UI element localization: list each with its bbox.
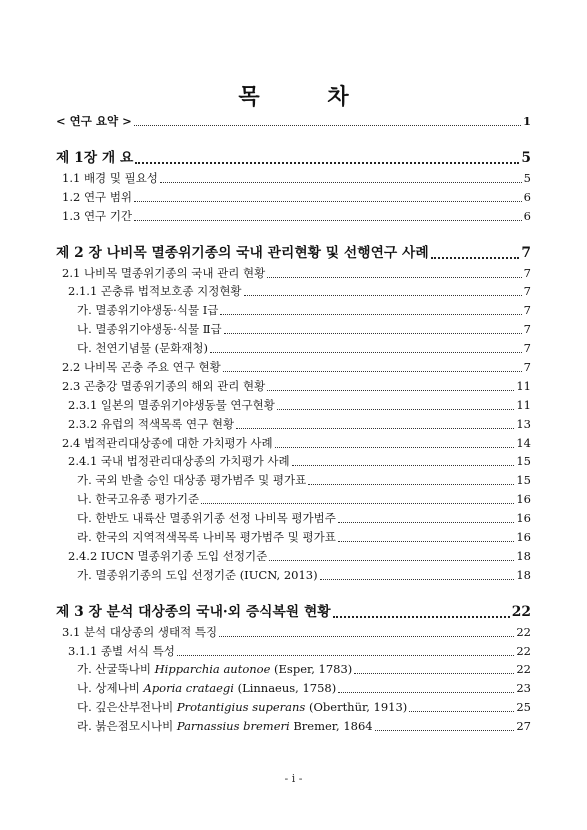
- toc-entry[interactable]: [56, 566, 531, 585]
- toc-entry-label: [77, 679, 336, 698]
- toc-page-number: 6: [523, 208, 531, 223]
- toc-page-number: 22: [516, 624, 531, 639]
- toc-entry-label-prefix: 라. 붉은점모시나비: [77, 719, 177, 734]
- toc-entry[interactable]: [56, 282, 531, 301]
- toc-page-number: 5: [523, 170, 531, 185]
- toc-entry[interactable]: [56, 396, 531, 415]
- toc-entry[interactable]: [56, 264, 531, 283]
- toc-leader-dots: [201, 503, 514, 504]
- toc-page-number: 18: [516, 567, 531, 582]
- toc-entry-label-suffix: (Oberthür, 1913): [305, 700, 408, 715]
- toc-page-number: 22: [516, 643, 531, 658]
- toc-entry[interactable]: [56, 452, 531, 471]
- toc-page-number: 7: [523, 360, 531, 375]
- toc-spacer: [56, 131, 531, 147]
- toc-leader-dots: [219, 636, 514, 637]
- toc-entry-label: 2.1 나비목 멸종위기종의 국내 관리 현황: [62, 265, 266, 280]
- toc-leader-dots: [320, 579, 515, 580]
- toc-chapter-entry[interactable]: [56, 147, 531, 169]
- toc-entry-label: 1.2 연구 범위: [62, 189, 133, 204]
- toc-entry-label-suffix: Bremer, 1864: [289, 719, 373, 734]
- toc-page-number: 27: [516, 719, 531, 734]
- toc-entry[interactable]: [56, 358, 531, 377]
- toc-leader-dots: [308, 484, 514, 485]
- toc-entry-label: 제 1장 개 요: [56, 149, 134, 166]
- toc-page-number: 7: [523, 322, 531, 337]
- toc-entry-label-suffix: (Linnaeus, 1758): [233, 681, 337, 696]
- toc-leader-dots: [177, 655, 514, 656]
- toc-leader-dots: [135, 162, 519, 164]
- toc-page-number: 15: [516, 454, 531, 469]
- toc-chapter-entry[interactable]: [56, 242, 531, 264]
- toc-page-number: 7: [523, 265, 531, 280]
- toc-entry[interactable]: [56, 339, 531, 358]
- toc-leader-dots: [269, 560, 514, 561]
- toc-page-number: 16: [516, 511, 531, 526]
- toc-entry-label: 가. 국외 반출 승인 대상종 평가범주 및 평가표: [77, 473, 307, 488]
- toc-entry-label: 1.3 연구 기간: [62, 208, 133, 223]
- toc-entry-label-suffix: (Esper, 1783): [270, 662, 353, 677]
- toc-leader-dots: [160, 182, 522, 183]
- toc-page-number: 7: [523, 303, 531, 318]
- toc-page-number: 7: [523, 341, 531, 356]
- toc-entry[interactable]: [56, 547, 531, 566]
- toc-entry-label: 2.2 나비목 곤충 주요 연구 현황: [62, 360, 221, 375]
- toc-leader-dots: [224, 333, 522, 334]
- toc-entry-label: [77, 698, 407, 717]
- toc-page-number: 16: [516, 530, 531, 545]
- toc-entry[interactable]: [56, 698, 531, 717]
- toc-entry-label-prefix: 가. 산굴뚝나비: [77, 662, 155, 677]
- page-number: - i -: [284, 772, 303, 785]
- toc-entry-label: 2.3.1 일본의 멸종위기야생동물 연구현황: [68, 397, 275, 412]
- toc-entry-label: 1.1 배경 및 필요성: [62, 170, 158, 185]
- toc-entry[interactable]: [56, 471, 531, 490]
- toc-entry[interactable]: [56, 188, 531, 207]
- toc-leader-dots: [210, 352, 522, 353]
- toc-page-number: 16: [516, 492, 531, 507]
- toc-entry-scientific-name: Aporia crataegi: [143, 681, 234, 696]
- toc-page-number: 11: [516, 397, 531, 412]
- toc-entry[interactable]: [56, 623, 531, 642]
- toc-entry-label: 2.3.2 유럽의 적색목록 연구 현황: [68, 416, 235, 431]
- toc-entry[interactable]: [56, 679, 531, 698]
- toc-entry-label-prefix: 나. 상제나비: [77, 681, 144, 696]
- toc-leader-dots: [220, 314, 521, 315]
- toc-entry[interactable]: [56, 490, 531, 509]
- toc-page-number: 18: [516, 548, 531, 563]
- toc-leader-dots: [267, 390, 514, 391]
- toc-leader-dots: [409, 711, 514, 712]
- toc-page-number: 1: [522, 114, 531, 128]
- toc-entry[interactable]: [56, 415, 531, 434]
- toc-spacer: [56, 585, 531, 601]
- toc-page-number: 6: [523, 189, 531, 204]
- toc-leader-dots: [354, 673, 514, 674]
- toc-leader-dots: [134, 220, 522, 221]
- toc-entry-scientific-name: Protantigius superans: [176, 700, 306, 715]
- toc-entry-label: 가. 멸종위기야생동·식물 Ⅰ급: [77, 303, 219, 318]
- toc-entry-label: 2.4 법적관리대상종에 대한 가치평가 사례: [62, 435, 273, 450]
- toc-chapter-entry[interactable]: [56, 601, 531, 623]
- toc-entry[interactable]: [56, 528, 531, 547]
- toc-page-number: 7: [521, 244, 531, 261]
- toc-page-number: 13: [516, 416, 531, 431]
- toc-entry[interactable]: [56, 642, 531, 661]
- toc-entry-label: < 연구 요약 >: [56, 114, 132, 128]
- toc-entry-label: 가. 멸종위기종의 도입 선정기준 (IUCN, 2013): [77, 567, 318, 582]
- toc-spacer: [56, 226, 531, 242]
- toc-entry-label: 2.4.1 국내 법정관리대상종의 가치평가 사례: [68, 454, 290, 469]
- toc-entry-label-prefix: 다. 깊은산부전나비: [77, 700, 177, 715]
- toc-entry-label: [77, 717, 373, 736]
- table-of-contents: [56, 112, 531, 736]
- toc-page-number: 7: [523, 284, 531, 299]
- toc-leader-dots: [236, 428, 514, 429]
- toc-entry-label: 다. 한반도 내륙산 멸종위기종 선정 나비목 평가범주: [77, 511, 336, 526]
- toc-leader-dots: [275, 447, 515, 448]
- toc-entry[interactable]: [56, 301, 531, 320]
- toc-leader-dots: [277, 409, 514, 410]
- toc-entry[interactable]: [56, 112, 531, 131]
- toc-page-number: 11: [516, 378, 531, 393]
- toc-leader-dots: [338, 522, 514, 523]
- toc-entry[interactable]: [56, 169, 531, 188]
- toc-entry-label: 라. 한국의 지역적색목록 나비목 평가범주 및 평가표: [77, 530, 336, 545]
- toc-entry-label: 2.4.2 IUCN 멸종위기종 도입 선정기준: [68, 548, 268, 563]
- toc-leader-dots: [244, 295, 522, 296]
- toc-page-number: 15: [516, 473, 531, 488]
- toc-entry-label: 제 2 장 나비목 멸종위기종의 국내 관리현황 및 선행연구 사례: [56, 244, 429, 261]
- toc-entry-label: 나. 한국고유종 평가기준: [77, 492, 200, 507]
- toc-entry[interactable]: [56, 434, 531, 453]
- toc-page-number: 14: [516, 435, 531, 450]
- toc-entry-label: 3.1 분석 대상종의 생태적 특징: [62, 624, 218, 639]
- toc-leader-dots: [267, 277, 521, 278]
- toc-entry-label: [77, 660, 352, 679]
- toc-entry[interactable]: [56, 660, 531, 679]
- toc-entry-label: 3.1.1 종별 서식 특성: [68, 643, 175, 658]
- toc-entry-scientific-name: Hipparchia autonoe: [154, 662, 271, 677]
- toc-entry[interactable]: [56, 320, 531, 339]
- toc-entry[interactable]: [56, 377, 531, 396]
- toc-entry[interactable]: [56, 207, 531, 226]
- toc-entry-scientific-name: Parnassius bremeri: [176, 719, 290, 734]
- toc-entry[interactable]: [56, 509, 531, 528]
- toc-leader-dots: [338, 692, 514, 693]
- toc-leader-dots: [134, 125, 521, 126]
- toc-leader-dots: [375, 730, 515, 731]
- toc-page-number: 25: [516, 700, 531, 715]
- toc-leader-dots: [431, 257, 520, 259]
- toc-page-number: 22: [516, 662, 531, 677]
- toc-page-number: 23: [516, 681, 531, 696]
- toc-entry-label: 2.1.1 곤충류 법적보호종 지정현황: [68, 284, 242, 299]
- toc-entry-label: 제 3 장 분석 대상종의 국내·외 증식복원 현황: [56, 603, 331, 620]
- page-title: 목 차: [238, 84, 379, 110]
- toc-entry-label: 나. 멸종위기야생동·식물 Ⅱ급: [77, 322, 222, 337]
- toc-page-number: 22: [511, 603, 531, 620]
- toc-page-number: 5: [521, 149, 531, 166]
- toc-leader-dots: [333, 616, 510, 618]
- toc-leader-dots: [223, 371, 522, 372]
- toc-leader-dots: [292, 465, 515, 466]
- toc-entry[interactable]: [56, 717, 531, 736]
- toc-entry-label: 2.3 곤충강 멸종위기종의 해외 관리 현황: [62, 378, 266, 393]
- toc-entry-label: 다. 천연기념물 (문화재청): [77, 341, 209, 356]
- toc-leader-dots: [338, 541, 514, 542]
- toc-leader-dots: [134, 201, 522, 202]
